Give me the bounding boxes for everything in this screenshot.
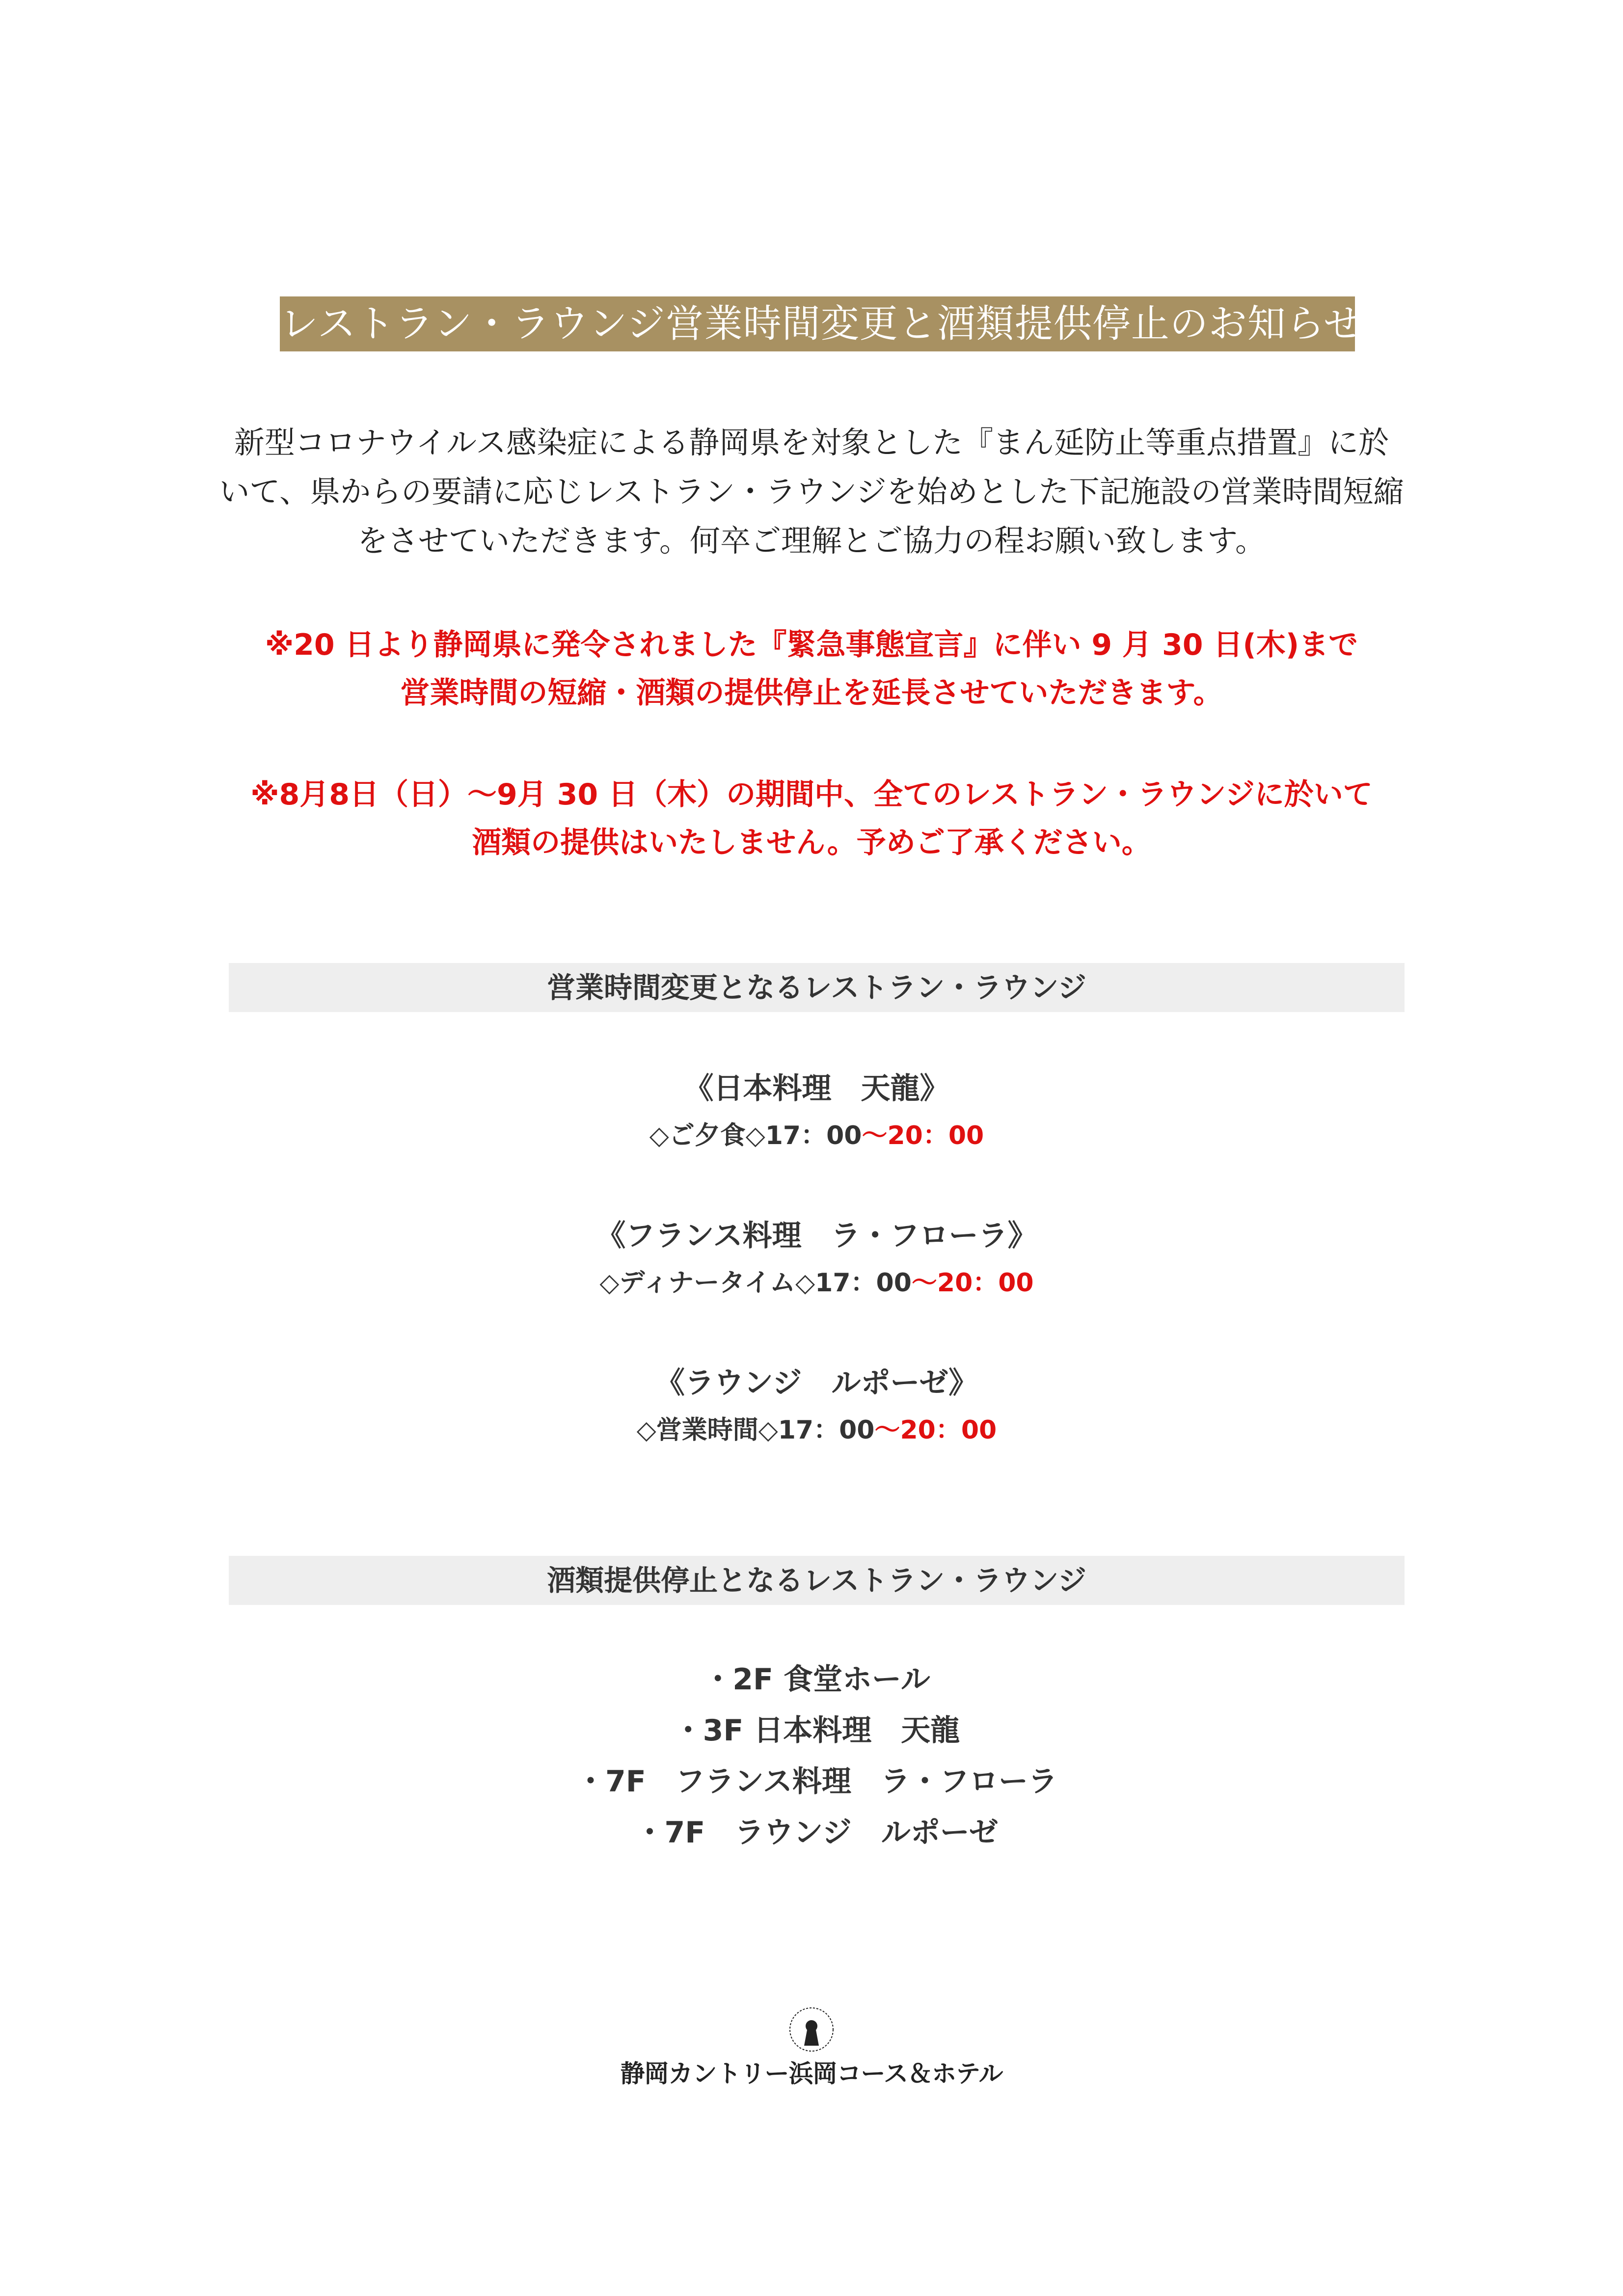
- hours-start: 17：00: [815, 1268, 912, 1298]
- list-item: ・2F 食堂ホール: [703, 1662, 930, 1697]
- hours-label: ◇営業時間◇: [636, 1415, 778, 1445]
- list-item: ・3F 日本料理 天龍: [673, 1713, 960, 1748]
- venue-repose: [229, 1360, 1405, 1454]
- hours-label: ◇ご夕食◇: [649, 1121, 765, 1150]
- venue-tenryu: [229, 1065, 1405, 1159]
- venue-la-flora: [229, 1212, 1405, 1307]
- venue-hours: [229, 1112, 1405, 1159]
- alcohol-stop-list: [229, 1654, 1405, 1858]
- hours-end: ～20：00: [862, 1121, 984, 1150]
- intro-line: をさせていただきます。何卒ご理解とご協力の程お願い致します。: [357, 523, 1266, 559]
- intro-paragraph: [206, 418, 1417, 565]
- venue-hours: [229, 1407, 1405, 1454]
- hotel-logo: [515, 2002, 1108, 2091]
- venue-name: 《ラウンジ ルポーゼ》: [655, 1366, 978, 1400]
- page-title: レストラン・ラウンジ営業時間変更と酒類提供停止のお知らせ: [280, 296, 1355, 351]
- hours-end: ～20：00: [911, 1268, 1034, 1298]
- alcohol-section-heading: 酒類提供停止となるレストラン・ラウンジ: [229, 1556, 1405, 1605]
- logo-text: 静岡カントリー浜岡コース＆ホテル: [620, 2059, 1003, 2088]
- emergency-notice: [206, 621, 1417, 717]
- notice-line: 営業時間の短縮・酒類の提供停止を延長させていただきます。: [400, 676, 1223, 710]
- venue-name: 《フランス料理 ラ・フローラ》: [596, 1219, 1037, 1253]
- hours-label: ◇ディナータイム◇: [599, 1268, 815, 1298]
- hours-start: 17：00: [778, 1415, 875, 1445]
- notice-line: ※8月8日（日）～9月 30 日（木）の期間中、全てのレストラン・ラウンジに於いて: [250, 777, 1373, 812]
- venue-name: 《日本料理 天龍》: [684, 1071, 949, 1106]
- notice-line: 酒類の提供はいたしません。予めご了承ください。: [472, 826, 1151, 860]
- hours-start: 17：00: [765, 1121, 862, 1150]
- list-item: ・7F ラウンジ ルポーゼ: [635, 1815, 999, 1850]
- notice-line: ※20 日より静岡県に発令されました『緊急事態宣言』に伴い 9 月 30 日(木)まで: [265, 628, 1358, 662]
- list-item: ・7F フランス料理 ラ・フローラ: [576, 1764, 1057, 1799]
- hours-end: ～20：00: [874, 1415, 997, 1445]
- venue-hours: [229, 1259, 1405, 1307]
- intro-line: 新型コロナウイルス感染症による静岡県を対象とした『まん延防止等重点措置』に於: [234, 425, 1389, 460]
- alcohol-notice: [206, 771, 1417, 867]
- keyhole-emblem-icon: [784, 2002, 839, 2056]
- intro-line: いて、県からの要請に応じレストラン・ラウンジを始めとした下記施設の営業時間短縮: [219, 474, 1404, 509]
- hours-section-heading: 営業時間変更となるレストラン・ラウンジ: [229, 963, 1405, 1012]
